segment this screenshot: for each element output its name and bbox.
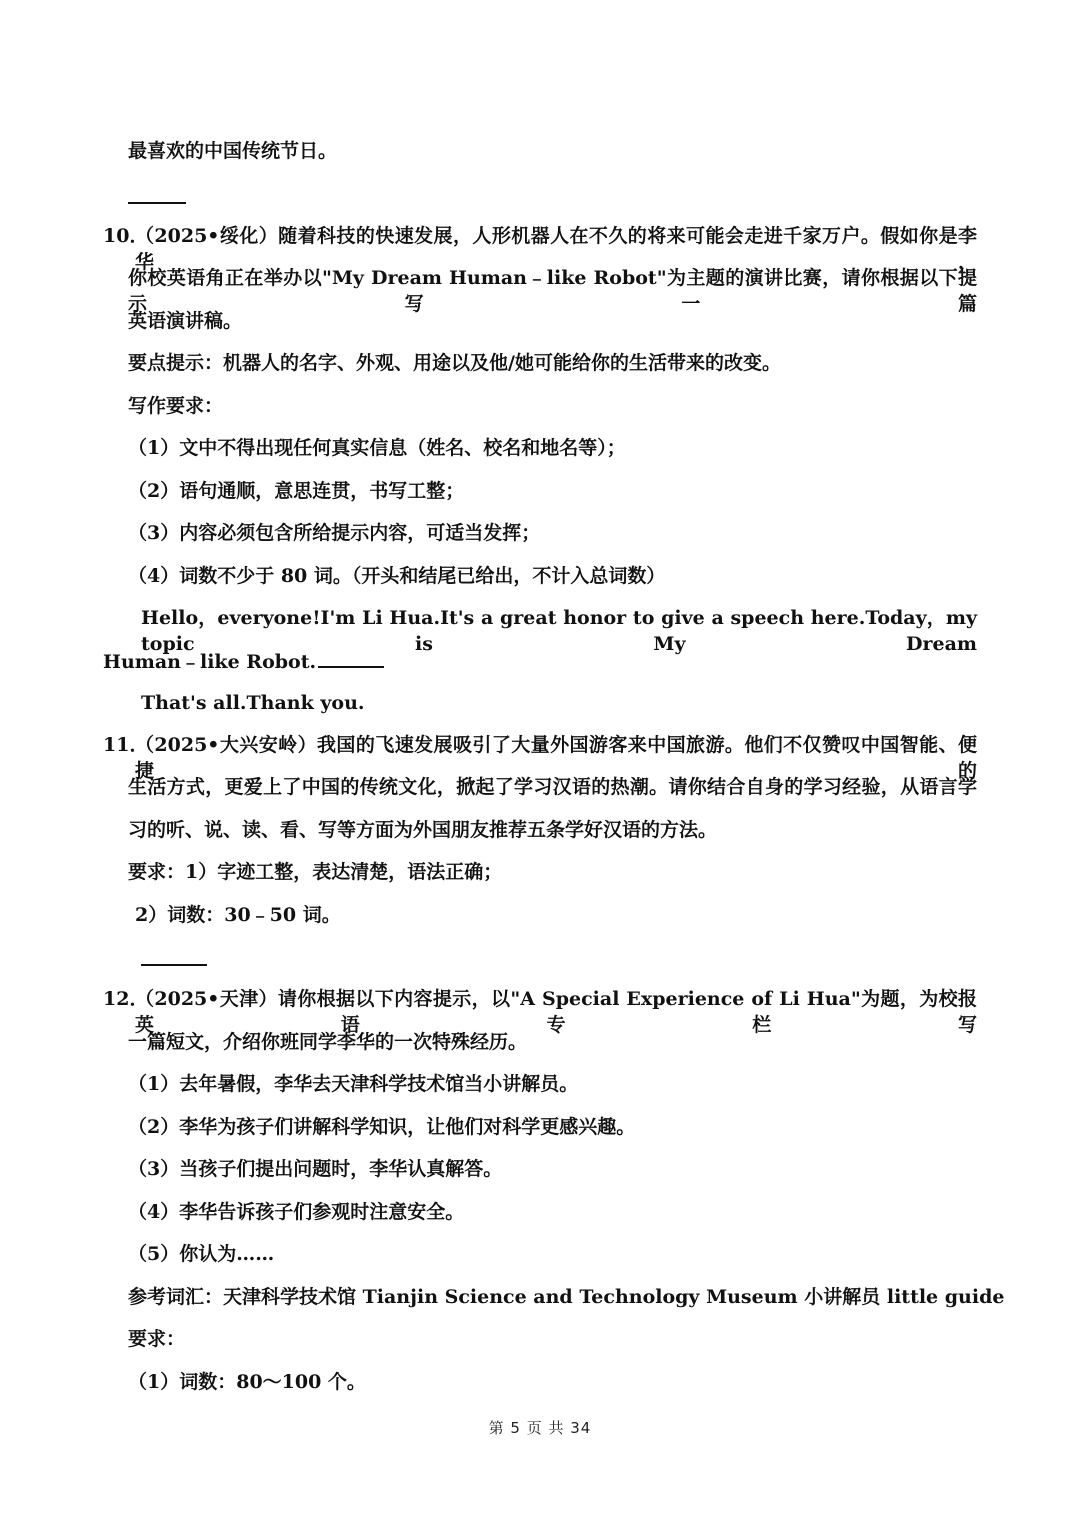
- q10-opening-line2: Human﹣like Robot.: [103, 651, 317, 673]
- q12-point-4: （4）李华告诉孩子们参观时注意安全。: [128, 1201, 465, 1223]
- q10-opening-line1: Hello，everyone!I'm Li Hua.It's a great honor to give a speech here.Today，my topic is My Dream: [141, 607, 977, 655]
- q10-answer-blank: [318, 648, 384, 668]
- q10-number: 10．: [103, 225, 149, 247]
- q11-stem-line3: 习的听、说、读、看、写等方面为外国朋友推荐五条学好汉语的方法。: [128, 819, 718, 841]
- q11-requirement-1: 要求：1）字迹工整，表达清楚，语法正确；: [128, 861, 503, 883]
- q12-stem-line2: 一篇短文，介绍你班同学李华的一次特殊经历。: [128, 1031, 528, 1053]
- q12-requirement-1: （1）词数：80～100 个。: [128, 1371, 366, 1393]
- q9-tail-text: 最喜欢的中国传统节日。: [128, 140, 338, 162]
- q10-stem-line2: 你校英语角正在举办以"My Dream Human﹣like Robot"为主题的演讲比赛，请你根据以下提示写一篇: [128, 267, 977, 315]
- q11-stem-line2: 生活方式，更爱上了中国的传统文化，掀起了学习汉语的热潮。请你结合自身的学习经验，从语言学: [128, 776, 977, 798]
- q10-key-points: 要点提示：机器人的名字、外观、用途以及他/她可能给你的生活带来的改变。: [128, 352, 781, 374]
- q10-stem-line1: （2025•绥化）随着科技的快速发展，人形机器人在不久的将来可能会走进千家万户。假如你是李华，: [135, 225, 977, 273]
- page-number-footer: 第 5 页 共 34: [488, 1419, 592, 1437]
- q10-opening-line2-row: [103, 648, 384, 674]
- q12-point-5: （5）你认为……: [128, 1243, 275, 1265]
- q10-requirement-4: （4）词数不少于 80 词。（开头和结尾已给出，不计入总词数）: [128, 565, 666, 587]
- q11-requirement-2: 2）词数：30﹣50 词。: [135, 904, 341, 926]
- q10-requirements-title: 写作要求：: [128, 395, 224, 417]
- q10-requirement-1: （1）文中不得出现任何真实信息（姓名、校名和地名等）；: [128, 437, 626, 459]
- q11-stem-line1: （2025•大兴安岭）我国的飞速发展吸引了大量外国游客来中国旅游。他们不仅赞叹中国智能、便捷的: [135, 734, 977, 782]
- q11-answer-blank: [141, 964, 207, 966]
- q10-requirement-2: （2）语句通顺，意思连贯，书写工整；: [128, 480, 465, 502]
- q12-vocabulary: 参考词汇：天津科学技术馆 Tianjin Science and Technology Museum 小讲解员 little guide: [128, 1286, 1005, 1308]
- q12-point-3: （3）当孩子们提出问题时，李华认真解答。: [128, 1158, 503, 1180]
- q11-number: 11．: [103, 734, 149, 756]
- q9-answer-blank: [128, 202, 186, 204]
- q10-requirement-3: （3）内容必须包含所给提示内容，可适当发挥；: [128, 522, 541, 544]
- q10-closing: That's all.Thank you.: [141, 692, 365, 714]
- q12-point-2: （2）李华为孩子们讲解科学知识，让他们对科学更感兴趣。: [128, 1116, 636, 1138]
- q12-number: 12．: [103, 988, 149, 1010]
- q10-stem-line3: 英语演讲稿。: [128, 310, 243, 332]
- q12-stem-line1: （2025•天津）请你根据以下内容提示，以"A Special Experience of Li Hua"为题，为校报英语专栏写: [135, 988, 977, 1036]
- q12-point-1: （1）去年暑假，李华去天津科学技术馆当小讲解员。: [128, 1073, 579, 1095]
- q12-requirements-title: 要求：: [128, 1328, 186, 1350]
